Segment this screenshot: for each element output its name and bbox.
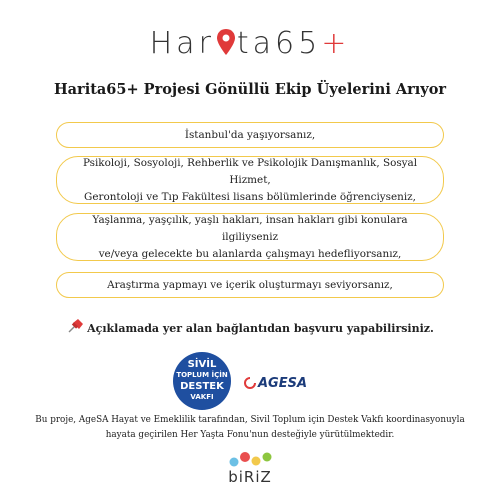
biriz-logo	[224, 450, 276, 494]
svd-logo-line: TOPLUM İÇİN	[176, 371, 228, 379]
svd-logo-line: VAKFI	[190, 393, 214, 401]
footer-text	[20, 413, 480, 443]
apply-note-text: Açıklamada yer alan bağlantıdan başvuru yapabilirsiniz.	[87, 322, 434, 335]
criteria-item-research	[56, 272, 444, 298]
harita65-logo	[0, 22, 500, 66]
criteria-item-students	[56, 156, 444, 204]
agesa-logo	[244, 372, 324, 394]
criteria-item-aging-interest	[56, 213, 444, 261]
svd-logo	[173, 352, 231, 410]
biriz-dots-icon	[228, 450, 274, 470]
criteria-text: Psikoloji, Sosyoloji, Rehberlik ve Psikolojik Danışmanlık, Sosyal Hizmet,	[82, 156, 418, 186]
logo-plus: +	[321, 26, 351, 61]
logo-text-a: Har	[149, 26, 215, 61]
svd-logo-line: DESTEK	[180, 381, 224, 392]
page-title: Harita65+ Projesi Gönüllü Ekip Üyelerini Arıyor	[53, 81, 447, 98]
svd-logo-line: SİVİL	[187, 359, 217, 370]
biriz-logo-text: biRiZ	[228, 468, 272, 486]
footer-line: Bu proje, AgeSA Hayat ve Emeklilik tarafından, Sivil Toplum için Destek Vakfı koordinasyonuyla	[35, 415, 465, 425]
map-pin-icon	[215, 27, 237, 57]
pushpin-icon	[66, 318, 84, 334]
criteria-text: ve/veya gelecekte bu alanlarda çalışmayı hedefliyorsanız,	[98, 247, 402, 260]
criteria-text: Gerontoloji ve Tıp Fakültesi lisans bölümlerinde öğrenciyseniz,	[84, 190, 416, 203]
agesa-logo-text: AGESA	[258, 375, 308, 391]
criteria-item-istanbul	[56, 122, 444, 148]
footer-line: hayata geçirilen Her Yaşta Fonu'nun desteğiyle yürütülmektedir.	[105, 430, 395, 440]
criteria-text: İstanbul'da yaşıyorsanız,	[184, 128, 316, 141]
logo-text-b: ta65	[236, 26, 322, 61]
agesa-mark-icon	[244, 377, 256, 389]
apply-note	[0, 318, 500, 335]
criteria-text: Yaşlanma, yaşçılık, yaşlı hakları, insan hakları gibi konulara ilgiliyseniz	[92, 213, 408, 243]
criteria-text: Araştırma yapmayı ve içerik oluşturmayı seviyorsanız,	[107, 278, 393, 291]
